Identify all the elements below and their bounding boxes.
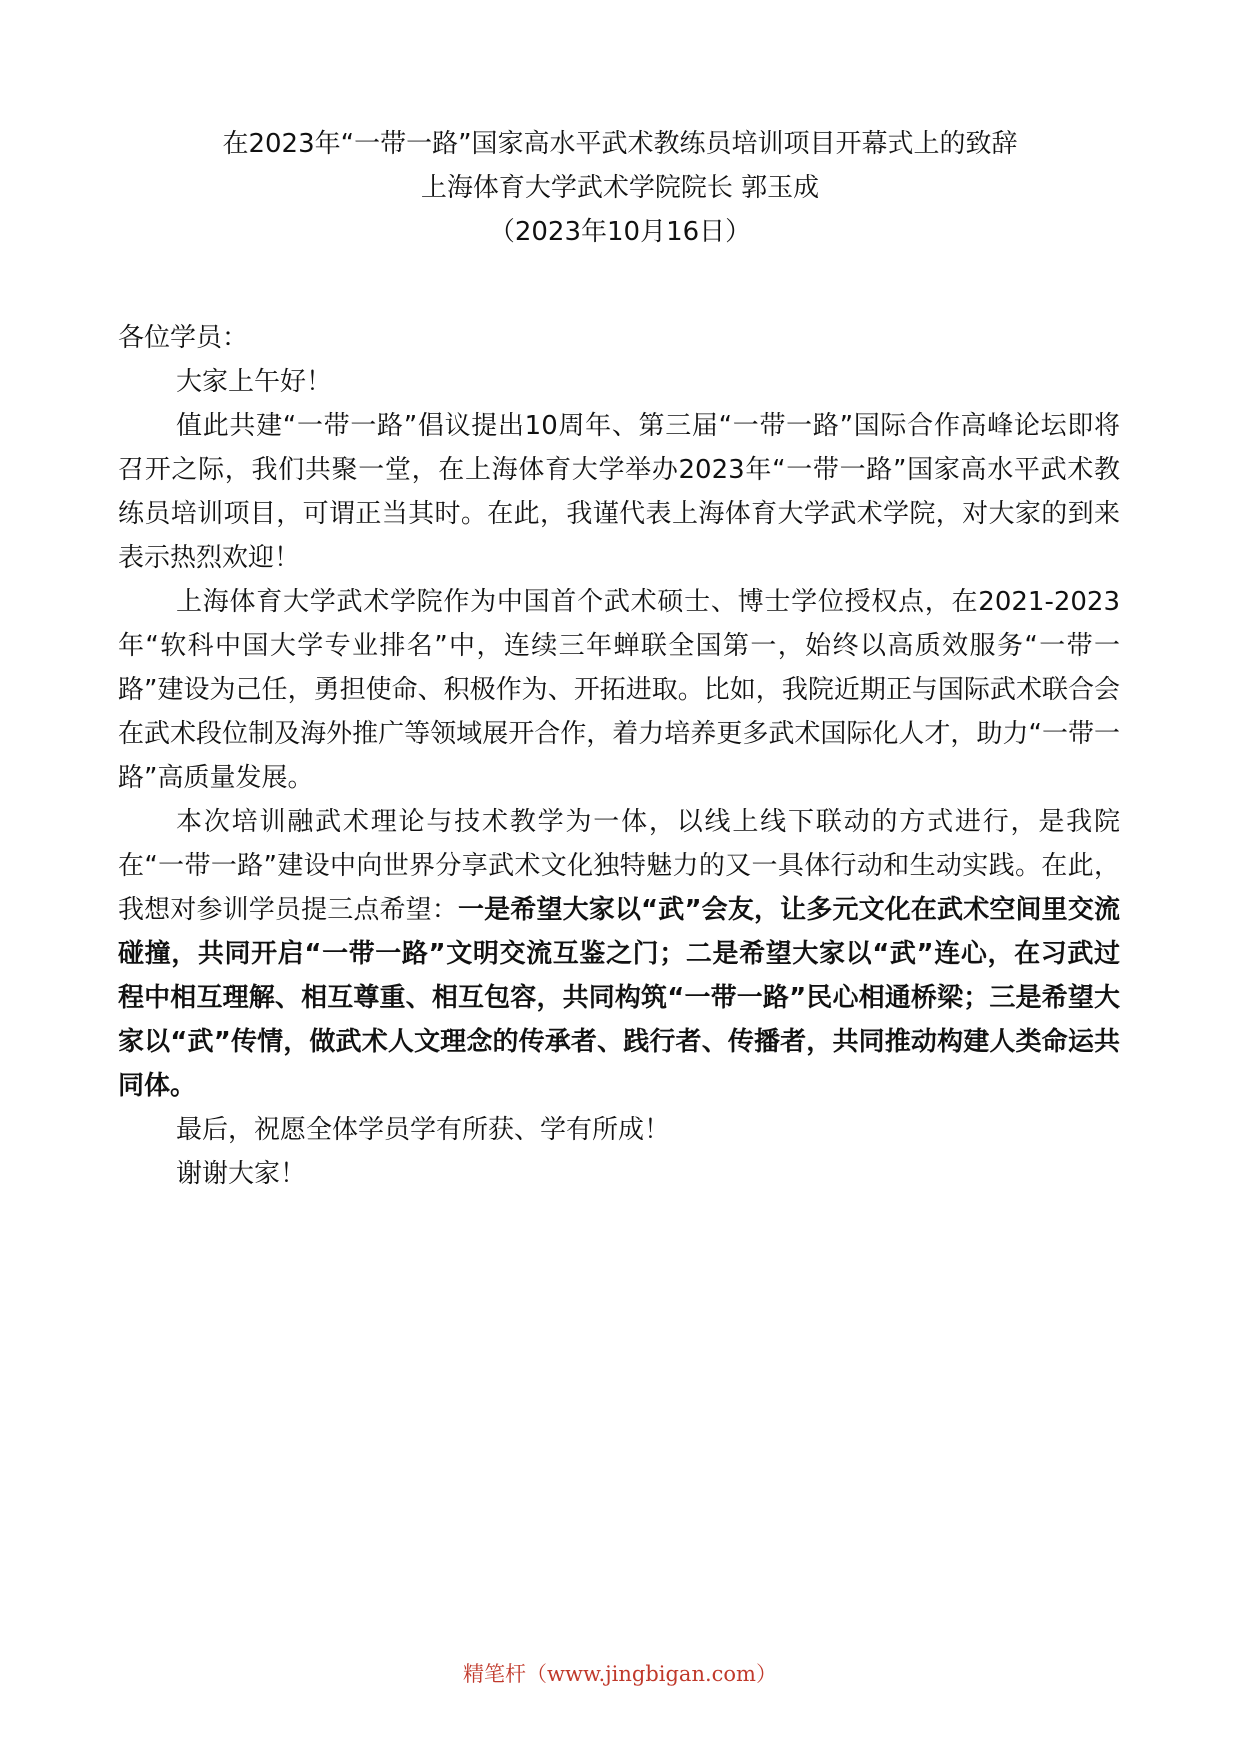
document-body [118, 316, 1120, 1196]
speaker-line: 上海体育大学武术学院院长 郭玉成 [420, 173, 820, 203]
thanks: 谢谢大家！ [176, 1159, 307, 1189]
speech-date: （2023年10月16日） [488, 217, 752, 247]
paragraph-3 [118, 800, 1120, 1108]
paragraph-1: 值此共建“一带一路”倡议提出10周年、第三届“一带一路”国际合作高峰论坛即将召开之际，我们共聚一堂，在上海体育大学举办2023年“一带一路”国家高水平武术教练员培训项目，可谓正当其时。在此，我谨代表上海体育大学武术学院，对大家的到来表示热烈欢迎！ [118, 411, 1120, 573]
document-header [100, 122, 1140, 254]
paragraph-2: 上海体育大学武术学院作为中国首个武术硕士、博士学位授权点，在2021-2023年“软科中国大学专业排名”中，连续三年蝉联全国第一，始终以高质效服务“一带一路”建设为己任，勇担使命、积极作为、开拓进取。比如，我院近期正与国际武术联合会在武术段位制及海外推广等领域展开合作，着力培养更多武术国际化人才，助力“一带一路”高质量发展。 [118, 587, 1120, 793]
salutation: 各位学员： [118, 323, 249, 353]
paragraph-3-intro: 本次培训融武术理论与技术教学为一体，以线上线下联动的方式进行，是我院在“一带一路”建设中向世界分享武术文化独特魅力的又一具体行动和生动实践。在此，我想对参训学员提三点希望： [118, 807, 1120, 925]
paragraph-3-hopes: 一是希望大家以“武”会友，让多元文化在武术空间里交流碰撞，共同开启“一带一路”文明交流互鉴之门；二是希望大家以“武”连心，在习武过程中相互理解、相互尊重、相互包容，共同构筑“一带一路”民心相通桥梁；三是希望大家以“武”传情，做武术人文理念的传承者、践行者、传播者，共同推动构建人类命运共同体。 [118, 895, 1120, 1101]
closing-wish: 最后，祝愿全体学员学有所获、学有所成！ [176, 1115, 671, 1145]
watermark-footer: 精笔杆（www.jingbigan.com） [463, 1662, 777, 1686]
document-title: 在2023年“一带一路”国家高水平武术教练员培训项目开幕式上的致辞 [222, 129, 1018, 159]
greeting: 大家上午好！ [176, 367, 333, 397]
